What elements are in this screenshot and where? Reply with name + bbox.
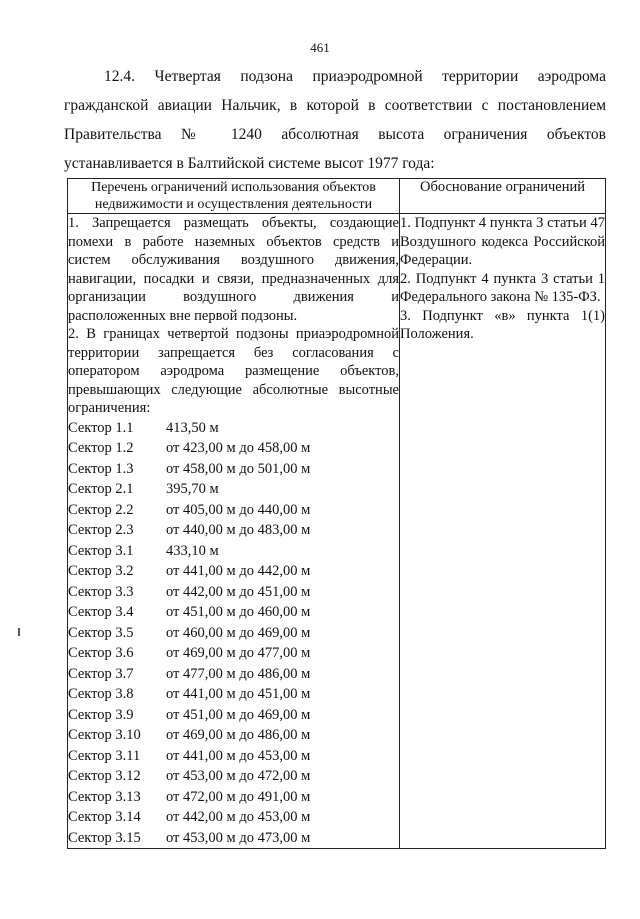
sector-name: Сектор 2.3 [68,522,134,538]
sector-height-limit: от 405,00 м до 440,00 м [166,501,311,518]
sector-row [68,664,399,685]
sector-name: Сектор 3.13 [68,788,141,805]
sector-height-limit: от 469,00 м до 477,00 м [166,645,311,661]
header-restrictions: Перечень ограничений использования объектов недвижимости и осуществления деятельности [68,179,400,214]
sector-height-limit: от 453,00 м до 473,00 м [166,829,311,846]
sector-row [68,438,399,459]
sector-row [68,684,399,705]
scan-mark [18,628,20,636]
sector-name: Сектор 2.2 [68,501,134,518]
sector-name: Сектор 1.2 [68,440,134,456]
sector-height-limit: от 441,00 м до 453,00 м [166,747,311,764]
header-basis: Обоснование ограничений [400,179,606,214]
table-header-row [68,179,606,214]
sector-height-limit: от 469,00 м до 486,00 м [166,727,311,743]
sector-name: Сектор 3.6 [68,645,134,661]
sector-row [68,746,399,767]
sector-row [68,541,399,562]
basis-item-3: 3. Подпункт «в» пункта 1(1) Положения. [400,307,605,342]
sector-name: Сектор 3.4 [68,604,134,620]
sector-height-limit: от 451,00 м до 460,00 м [166,604,311,620]
sector-name: Сектор 3.11 [68,747,141,764]
sector-height-limit: 433,10 м [166,542,219,559]
intro-paragraph: 12.4. Четвертая подзона приаэродромной территории аэродрома гражданской авиации Нальчик, в которой в соответствии с постановлением Правительства № 1240 абсолютная высота ограничения объектов устанавливается в Балтийской системе высот 1977 года: [64,68,606,172]
sector-height-limit: от 442,00 м до 453,00 м [166,809,311,825]
sector-row [68,705,399,726]
sector-name: Сектор 3.5 [68,624,134,641]
sector-height-limit: 413,50 м [166,419,219,436]
sector-name: Сектор 3.8 [68,686,134,702]
sector-height-limit: от 477,00 м до 486,00 м [166,665,311,682]
sector-row [68,643,399,664]
sector-name: Сектор 3.3 [68,583,134,600]
sector-row [68,582,399,603]
sector-row [68,500,399,521]
basis-cell [400,214,606,849]
sector-height-limit: от 423,00 м до 458,00 м [166,440,311,456]
sector-row [68,602,399,623]
sector-name: Сектор 2.1 [68,481,134,497]
restrictions-table [67,178,606,849]
sector-name: Сектор 3.1 [68,542,134,559]
sector-height-limit: от 472,00 м до 491,00 м [166,788,311,805]
sector-height-limit: от 453,00 м до 472,00 м [166,768,311,784]
sector-height-limit: от 458,00 м до 501,00 м [166,460,311,477]
sector-row [68,725,399,746]
restriction-item-1: 1. Запрещается размещать объекты, создающие помехи в работе наземных объектов средств и систем обслуживания воздушного движения, навигации, посадки и связи, предназначенных для организации воздушного движения и расположенных вне первой подзоны. [68,215,399,324]
sector-row [68,787,399,808]
sector-height-limit: от 441,00 м до 442,00 м [166,563,311,579]
sector-height-limit: от 442,00 м до 451,00 м [166,583,311,600]
sector-name: Сектор 1.3 [68,460,134,477]
sector-row [68,766,399,787]
sector-height-limit: от 441,00 м до 451,00 м [166,686,311,702]
restrictions-cell [68,214,400,849]
sector-row [68,561,399,582]
sector-name: Сектор 3.14 [68,809,141,825]
sector-list [68,418,399,849]
restriction-item-2: 2. В границах четвертой подзоны приаэродромной территории запрещается без согласования с оператором аэродрома размещение объектов, превышающих следующие абсолютные высотные ограничения: [68,326,399,416]
sector-height-limit: от 460,00 м до 469,00 м [166,624,311,641]
sector-row [68,623,399,644]
table-row [68,214,606,849]
sector-row [68,459,399,480]
basis-item-2: 2. Подпункт 4 пункта 3 статьи 1 Федерального закона № 135-ФЗ. [400,270,605,305]
sector-name: Сектор 1.1 [68,419,134,436]
sector-name: Сектор 3.2 [68,563,134,579]
basis-item-1: 1. Подпункт 4 пункта 3 статьи 47 Воздушного кодекса Российской Федерации. [400,215,605,268]
sector-row [68,479,399,500]
sector-name: Сектор 3.7 [68,665,134,682]
sector-row [68,520,399,541]
page-number: 461 [310,40,330,55]
sector-name: Сектор 3.15 [68,829,141,846]
sector-name: Сектор 3.9 [68,706,134,723]
sector-height-limit: от 440,00 м до 483,00 м [166,522,311,538]
sector-height-limit: от 451,00 м до 469,00 м [166,706,311,723]
sector-row [68,418,399,439]
sector-name: Сектор 3.10 [68,727,141,743]
sector-height-limit: 395,70 м [166,481,219,497]
sector-name: Сектор 3.12 [68,768,141,784]
sector-row [68,807,399,828]
sector-row [68,828,399,849]
